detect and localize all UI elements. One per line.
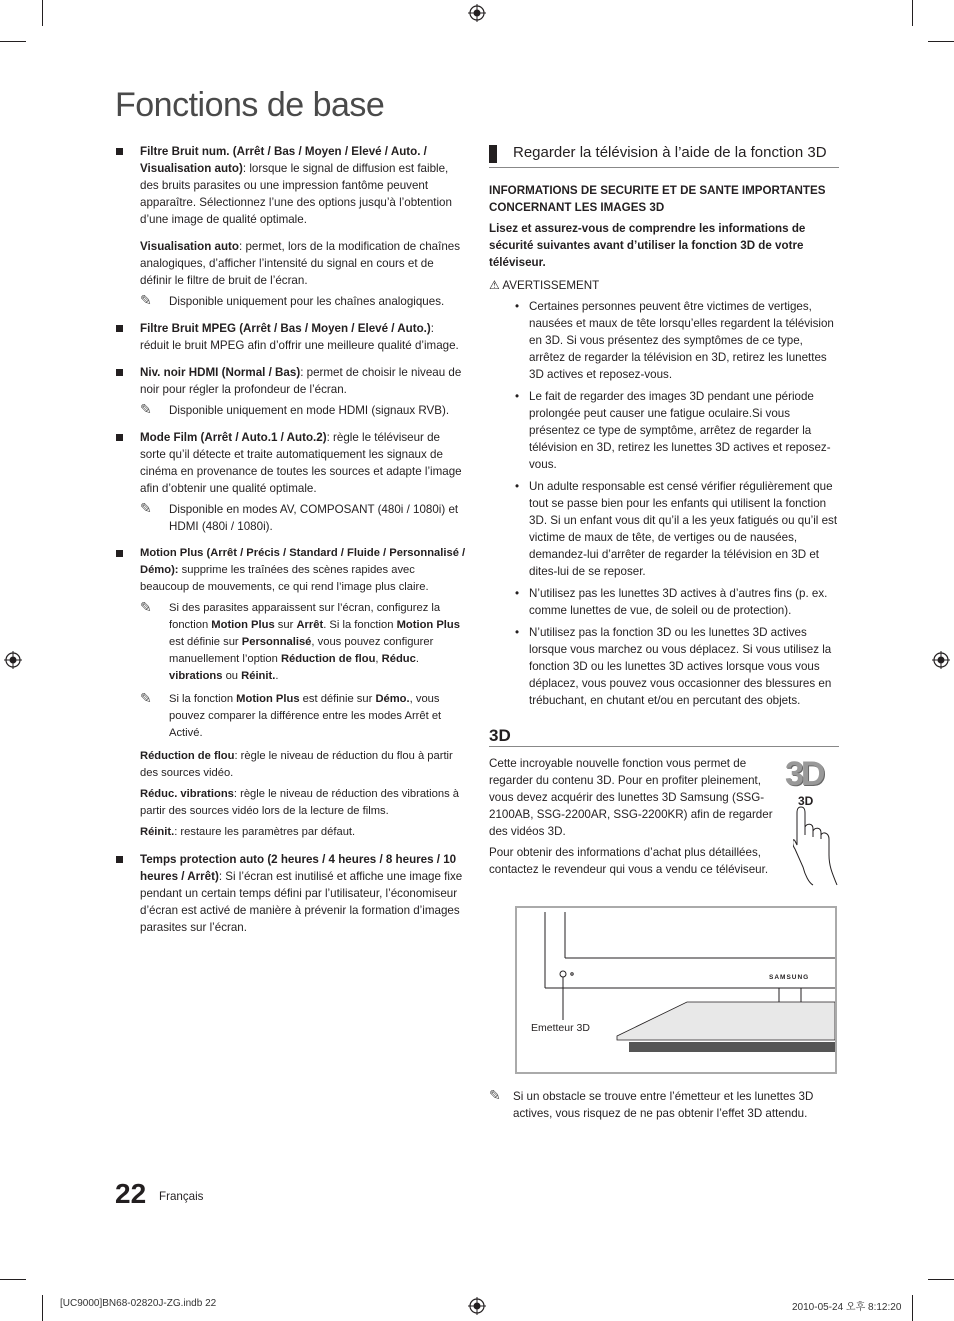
menu-option-motion-plus [116,545,466,596]
note-text: Si des parasites apparaissent sur l’écran, configurez la fonction [169,602,441,631]
note-text: Si la fonction [169,693,237,705]
registration-mark-icon [932,651,950,669]
menu-option-film-mode [116,429,466,497]
registration-mark-icon [4,651,22,669]
note-text: Démo. [375,693,410,705]
heading-3d: 3D [489,727,839,747]
option-desc: supprime les traînées des scènes rapides avec beaucoup de mouvements, ce qui rend l’image plus claire. [140,564,429,593]
crop-mark [42,1295,43,1321]
left-column [116,143,466,946]
note-text: , vous pouvez configurer manuellement l’option [169,636,434,665]
warning-bullet-text: N’utilisez pas la fonction 3D ou les lunettes 3D actives lorsque vous marchez ou vous déplacez. Si vous utilisez la fonction 3D ou les lunettes 3D actives lorsque vous vous déplacez, vous pouvez vous occasionner des blessures en trébuchant, en chutant et/ou en percutant des objets. [529,626,832,707]
bullet-dot-icon: • [515,300,520,313]
language-label: Français [159,1190,204,1203]
note-text: est définie sur [299,693,376,705]
note-text: Personnalisé [241,636,312,648]
note-text: . [275,670,279,682]
warning-bullet-text: Un adulte responsable est censé vérifier régulièrement que tout se passe bien pour les enfants qui utilisent la fonction 3D. Si un enfant vous dit qu’il a les yeux fatigués ou qu’il est victime de maux de tête, de vertiges ou de nausées, demandez-lui d’arrêter de regarder la télévision en 3D et dites-lui de se reposer. [529,480,838,578]
paragraph: Cette incroyable nouvelle fonction vous permet de regarder du contenu 3D. Pour en profiter pleinement, vous devez acquérir des lunettes 3D Samsung (SSG-2100AB, SSG-2200AR, SSG-2200KR) afin de regarder des vidéos 3D. [489,757,773,838]
note-text: . Si la fonction [323,619,397,631]
right-column [489,143,839,1128]
crop-mark [0,41,26,42]
emitter-label: Emetteur 3D [531,1022,590,1034]
intro-3d [489,755,774,878]
3d-button-icon [785,755,841,887]
section-heading [489,143,839,168]
tv-illustration [517,908,835,1072]
registration-mark-icon [468,4,486,22]
note-text: Motion Plus [211,619,275,631]
warning-bullet [489,624,839,709]
option-desc: : permet de choisir le niveau de noir pour régler la profondeur de l’écran. [140,366,462,396]
option-desc: : réduit le bruit MPEG afin d’offrir une meilleure qualité d’image. [140,322,459,352]
crop-mark [912,0,913,26]
3d-button-label: 3D [798,794,814,808]
note-pencil-icon: ✎ [140,292,152,308]
option-name: Réduction de flou [140,750,235,762]
note-pencil-icon: ✎ [140,599,152,615]
note-text: Disponible en modes AV, COMPOSANT (480i / 1080i) et HDMI (480i / 1080i). [169,503,459,533]
option-name: Réduc. vibrations [140,788,234,800]
warning-text: AVERTISSEMENT [502,279,600,292]
sub-option-auto-view [116,238,466,289]
note-text: ou [222,670,242,682]
warning-bullet [489,478,839,580]
warning-bullet-text: Certaines personnes peuvent être victimes de vertiges, nausées et maux de tête lorsqu’elles regardent la télévision en 3D. Si vous présentez des symptômes de ce type, arrêtez de regarder la télévision en 3D, retirez les lunettes 3D actives et reposez-vous. [529,300,834,381]
crop-mark [928,41,954,42]
option-desc: : règle le niveau de réduction des vibrations à partir des sources vidéo lors de la lecture de films. [140,788,460,817]
bullet-square-icon [116,856,123,863]
bullet-dot-icon: • [515,390,520,403]
option-desc: : lorsque le signal de diffusion est faible, des bruits parasites ou une impression fantôme peuvent apparaître. Sélectionnez l’une des options jusqu’à l’obtention d’une image de qualité optimale. [140,162,452,226]
note [140,293,466,310]
menu-option-hdmi-black [116,364,466,398]
bullet-dot-icon: • [515,587,520,600]
print-timestamp: 2010-05-24 오후 8:12:20 [792,1302,902,1313]
note-text: Arrêt [296,619,324,631]
note-text: , vous pouvez comparer la différence entre les modes Arrêt et Activé. [169,693,442,739]
option-name: Filtre Bruit MPEG (Arrêt / Bas / Moyen / Elevé / Auto.) [140,322,431,335]
note-text: Si un obstacle se trouve entre l’émetteur et les lunettes 3D actives, vous risquez de ne pas obtenir l’effet 3D attendu. [513,1090,814,1120]
note-text: Disponible uniquement en mode HDMI (signaux RVB). [169,404,450,417]
note-pencil-icon: ✎ [140,500,152,516]
option-name: Filtre Bruit num. (Arrêt / Bas / Moyen / Elevé / Auto. / Visualisation auto) [140,145,427,175]
bullet-square-icon [116,434,123,441]
sub-option-blur [140,748,466,782]
menu-option-mpeg-noise [116,320,466,354]
heading-bar-icon [489,145,497,163]
warning-bullet-text: Le fait de regarder des images 3D pendant une période prolongée peut causer une fatigue oculaire.Si vous présentez ce type de symptôme, arrêtez de regarder la télévision en 3D, retirez les lunettes 3D actives et reposez-vous. [529,390,831,471]
option-name: Visualisation auto [140,240,239,253]
option-name: Niv. noir HDMI (Normal / Bas) [140,366,301,379]
bullet-square-icon [116,148,123,155]
note-text: Réduc [381,653,416,665]
note-text: , [375,653,382,665]
safety-heading: INFORMATIONS DE SECURITE ET DE SANTE IMPORTANTES CONCERNANT LES IMAGES 3D [489,184,826,214]
tv-brand-logo: SAMSUNG [769,974,810,981]
option-name: Temps protection auto (2 heures / 4 heures / 8 heures / 10 heures / Arrêt) [140,853,457,883]
note-text: Disponible uniquement pour les chaînes analogiques. [169,295,445,308]
note [489,1088,839,1122]
warning-bullet [489,298,839,383]
option-desc: : règle le téléviseur de sorte qu’il détecte et traite automatiquement les signaux de cinéma en provenance de toutes les sources et adapte l’image afin d’obtenir une qualité optimale. [140,431,462,495]
bullet-dot-icon: • [515,480,520,493]
sub-option-judder [140,786,466,820]
paragraph: Pour obtenir des informations d’achat plus détaillées, contactez le revendeur qui vous a vendu ce téléviseur. [489,846,769,876]
note [140,402,466,419]
page-number: 22 [115,1178,147,1209]
section-title: Regarder la télévision à l’aide de la fonction 3D [513,144,827,161]
option-desc: : Si l’écran est inutilisé et affiche une image fixe pendant un certain temps défini par l’utilisateur, l’économiseur d’écran est activé de manière à prévenir la formation d’images parasites sur l’écran. [140,870,463,934]
note-text: sur [274,619,297,631]
option-desc: : restaure les paramètres par défaut. [174,826,356,838]
note [140,691,466,742]
menu-option-auto-protection [116,851,466,936]
note-pencil-icon: ✎ [489,1087,501,1103]
warning-label [489,277,839,294]
note [140,600,466,685]
crop-mark [42,0,43,26]
bullet-square-icon [116,369,123,376]
menu-option-noise-filter [116,143,466,228]
page-title: Fonctions de base [115,86,385,124]
option-name: Motion Plus (Arrêt / Précis / Standard / Fluide / Personnalisé / Démo): [140,547,466,576]
note-text: . [415,653,419,665]
warning-bullet [489,388,839,473]
crop-mark [928,1279,954,1280]
note-text: vibrations [169,670,223,682]
print-file-info: [UC9000]BN68-02820J-ZG.indb 22 [60,1298,217,1309]
option-name: Réinit. [140,826,175,838]
warning-bullet [489,585,839,619]
tv-diagram [515,906,837,1074]
note-pencil-icon: ✎ [140,690,152,706]
option-desc: : règle le niveau de réduction du flou à partir des sources vidéo. [140,750,453,779]
note-pencil-icon: ✎ [140,401,152,417]
option-desc: : permet, lors de la modification de chaînes analogiques, d’afficher l’intensité du signal en cours et de définir le filtre de bruit de l’écran. [140,240,461,287]
option-name: Mode Film (Arrêt / Auto.1 / Auto.2) [140,431,327,444]
registration-mark-icon [468,1297,486,1315]
warning-triangle-icon: ⚠ [489,278,500,292]
note-text: Motion Plus [236,693,300,705]
note [140,501,466,535]
safety-intro: Lisez et assurez-vous de comprendre les informations de sécurité suivantes avant d’utiliser la fonction 3D de votre téléviseur. [489,222,806,269]
bullet-dot-icon: • [515,626,520,639]
bullet-square-icon [116,325,123,332]
bullet-square-icon [116,550,123,557]
3d-logo: 3D [785,755,823,793]
hand-icon [793,805,839,887]
note-text: Réduction de flou [280,653,376,665]
warning-bullet-text: N’utilisez pas les lunettes 3D actives à d’autres fins (p. ex. comme lunettes de vue, de soleil ou de protection). [529,587,828,617]
note-text: Réinit. [241,670,276,682]
note-text: Motion Plus [396,619,460,631]
crop-mark [912,1295,913,1321]
sub-option-reset [140,824,466,841]
crop-mark [0,1279,26,1280]
note-text: est définie sur [169,636,242,648]
